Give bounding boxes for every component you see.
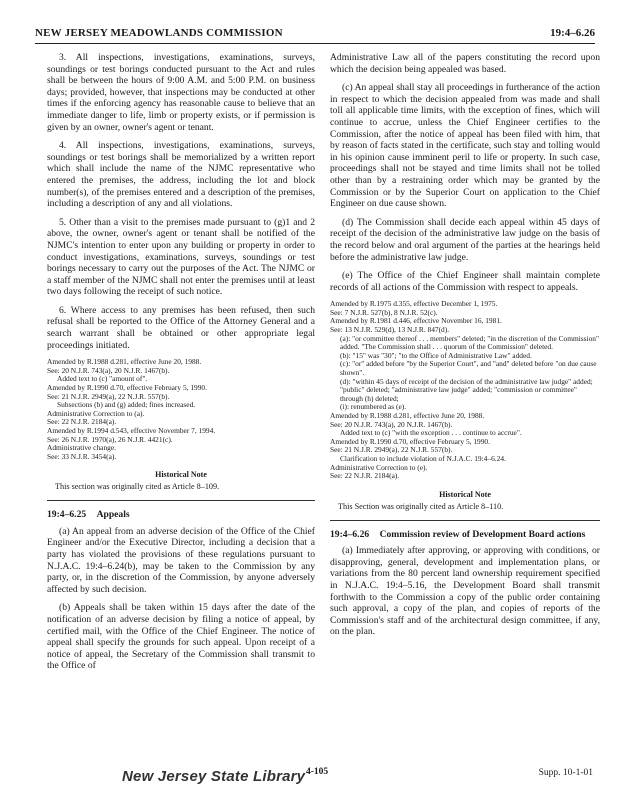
section-heading — [330, 529, 600, 540]
historical-note: This Section was originally cited as Article 8–110. — [338, 501, 504, 511]
amendment-line: Amended by R.1994 d.543, effective November 7, 1994. — [47, 426, 216, 435]
amendment-line: See: 13 N.J.R. 529(d), 13 N.J.R. 847(d). — [330, 325, 450, 335]
amendment-line: Added text to (c) "amount of". — [57, 374, 148, 384]
amendment-history — [47, 358, 315, 461]
historical-note-heading: Historical Note — [155, 470, 207, 480]
amendment-line: Clarification to include violation of N.J.A.C. 19:4–6.24. — [340, 453, 506, 463]
section-title: Commission review of Development Board actions — [379, 528, 586, 540]
amendment-line: Amended by R.1981 d.446, effective November 16, 1981. — [330, 316, 502, 326]
historical-note: This section was originally cited as Article 8–109. — [55, 482, 220, 492]
paragraph-4: 4. All inspections, investigations, examinations, surveys, soundings or test borings shall be memorialized by a written report which shall include the name of the NJMC representative who entered the premises, the address, including the lot and block number(s), of the premises entered and a description of the premises, including a description of any and all violations. — [47, 140, 315, 210]
header-section-number: 19:4–6.26 — [550, 27, 595, 39]
library-stamp: New Jersey State Library — [122, 768, 306, 785]
amendment-line: (i): renumbered as (e). — [340, 402, 407, 412]
page-number: 4-105 — [306, 767, 329, 777]
historical-note-heading: Historical Note — [439, 489, 491, 499]
running-header — [35, 27, 595, 44]
section-divider — [47, 500, 315, 501]
amendment-line: See: 33 N.J.R. 3454(a). — [47, 451, 117, 461]
section-title: Appeals — [96, 509, 130, 521]
amendment-line: (a): "or committee thereof . . . members" deleted; "in the discretion of the Commission" added. "The Commission shall . . . quorum of the Commission" deleted. — [340, 333, 599, 352]
amendment-line: See: 20 N.J.R. 743(a), 20 N.J.R. 1467(b). — [47, 365, 170, 375]
amendment-line: Administrative Correction to (a). — [47, 408, 145, 418]
amendment-line: Amended by R.1988 d.281, effective June 20, 1988. — [330, 411, 485, 420]
amendment-line: See: 26 N.J.R. 1970(a), 26 N.J.R. 4421(c). — [47, 434, 173, 444]
amendment-line: See: 22 N.J.R. 2184(a). — [330, 471, 400, 481]
paragraph-e: (e) The Office of the Chief Engineer shall maintain complete records of all actions of the Commission with respect to appeals. — [330, 270, 600, 293]
paragraph-a: (a) Immediately after approving, or approving with conditions, or disapproving, general, development and implementation plans, or variations from the 80 percent land ownership requirement specified in N.J.A.C. 19:4–5.16, the Development Board shall transmit forthwith to the Commission a copy of the public order containing such approval, a copy of the plan, and copies of reports of the Commission's staff and of the architectural design committee, if any, on the plan. — [330, 545, 600, 638]
supplement-date: Supp. 10-1-01 — [538, 768, 593, 778]
section-number: 19:4–6.26 — [330, 528, 370, 540]
amendment-line: Amended by R.1990 d.70, effective February 5, 1990. — [47, 383, 207, 393]
section-heading — [47, 509, 315, 520]
amendment-line: See: 21 N.J.R. 2949(a), 22 N.J.R. 557(b). — [47, 391, 170, 401]
amendment-line: Amended by R.1975 d.355, effective December 1, 1975. — [330, 299, 498, 309]
amendment-line: See: 22 N.J.R. 2184(a). — [47, 417, 117, 427]
header-title: NEW JERSEY MEADOWLANDS COMMISSION — [35, 27, 283, 39]
section-number: 19:4–6.25 — [47, 509, 87, 521]
paragraph-6: 6. Where access to any premises has been refused, then such refusal shall be reported to the Office of the Attorney General and a search warrant shall be obtained or other appropriate legal proceedings initiated. — [47, 304, 315, 351]
paragraph-d: (d) The Commission shall decide each appeal within 45 days of receipt of the decision of the administrative law judge on the basis of the record below and oral argument of the parties at the hearings held before the administrative law judge. — [330, 216, 600, 263]
amendment-line: See: 7 N.J.R. 527(b), 8 N.J.R. 52(c). — [330, 307, 438, 317]
right-column — [330, 52, 600, 645]
amendment-line: Administrative change. — [47, 443, 116, 453]
paragraph-b: (b) Appeals shall be taken within 15 days after the date of the notification of an adverse decision by filing a notice of appeal, by certified mail, with the Office of the Chief Engineer. The notice of appeal shall specify the grounds for such appeal. Upon receipt of a notice of appeal, the Secretary of the Commission shall transmit to the Office of — [47, 602, 315, 672]
amendment-line: (d): "within 45 days of receipt of the decision of the administrative law judge" added; "public" deleted; "administrative law judge" added; "commission or committee" through (h) deleted; — [340, 376, 593, 403]
paragraph-a: (a) An appeal from an adverse decision of the Office of the Chief Engineer and/or the Executive Director, including a decision that a party has violated the provisions of these regulations pursuant to N.J.A.C. 19:4–6.24(b), may be taken to the Commission by any party, or, in the discretion of the Commission, by anyone adversely affected by such decision. — [47, 525, 315, 595]
amendment-line: Amended by R.1990 d.70, effective February 5, 1990. — [330, 436, 490, 446]
paragraph-5: 5. Other than a visit to the premises made pursuant to (g)1 and 2 above, the owner, owner's agent or tenant shall be notified of the NJMC's intention to enter upon any building or property in order to conduct investigations, examinations, surveys, soundings or test borings necessary to carry out the purposes of the Act. The NJMC or a staff member of the NJMC shall not enter the premises until at least two days following the receipt of such notice. — [47, 216, 315, 298]
amendment-line: See: 21 N.J.R. 2949(a), 22 N.J.R. 557(b). — [330, 445, 453, 455]
amendment-line: (c): "or" added before "by the Superior Court", and "and" deleted before "on due cause shown". — [340, 359, 597, 378]
amendment-line: See: 20 N.J.R. 743(a), 20 N.J.R. 1467(b). — [330, 419, 453, 429]
amendment-line: Amended by R.1988 d.281, effective June 20, 1988. — [47, 357, 202, 367]
amendment-line: (b): "15" was "30"; "to the Office of Administrative Law" added. — [340, 350, 532, 360]
amendment-history — [330, 300, 600, 480]
amendment-line: Added text to (c) "with the exception . . . continue to accrue". — [340, 428, 522, 438]
section-divider — [330, 520, 600, 521]
left-column — [47, 52, 315, 679]
paragraph-3: 3. All inspections, investigations, examinations, surveys, soundings or test borings conducted pursuant to the Act and rules shall be between the hours of 9:00 A.M. and 5:00 P.M. on business days; provided, however, that inspections may be conducted at other times if the enforcing agency has reasonable cause to believe that an immediate danger to life, limb or property exists, or if permission is given by an owner, owner's agent or tenant. — [47, 52, 315, 133]
amendment-line: Subsections (b) and (g) added; fines increased. — [57, 400, 196, 410]
continued-paragraph: Administrative Law all of the papers constituting the record upon which the decision being appealed was based. — [330, 52, 600, 75]
page-footer — [0, 768, 625, 790]
amendment-line: Administrative Correction to (e). — [330, 462, 428, 472]
paragraph-c: (c) An appeal shall stay all proceedings in furtherance of the action in respect to which the decision appealed from was made and shall toll all applicable time limits, with the exception of fines, which will continue to accrue, unless the Chief Engineer certifies to the Commission, after the notice of appeal has been filed with him, that by reason of facts stated in the certificate, such stay and tolling would in his opinion cause imminent peril to life or property. In such case, proceedings shall not be stayed and time limits shall not be tolled other than by a restraining order which may be granted by the Commission or by the Superior Court on application to the Chief Engineer on due cause shown. — [330, 82, 600, 210]
